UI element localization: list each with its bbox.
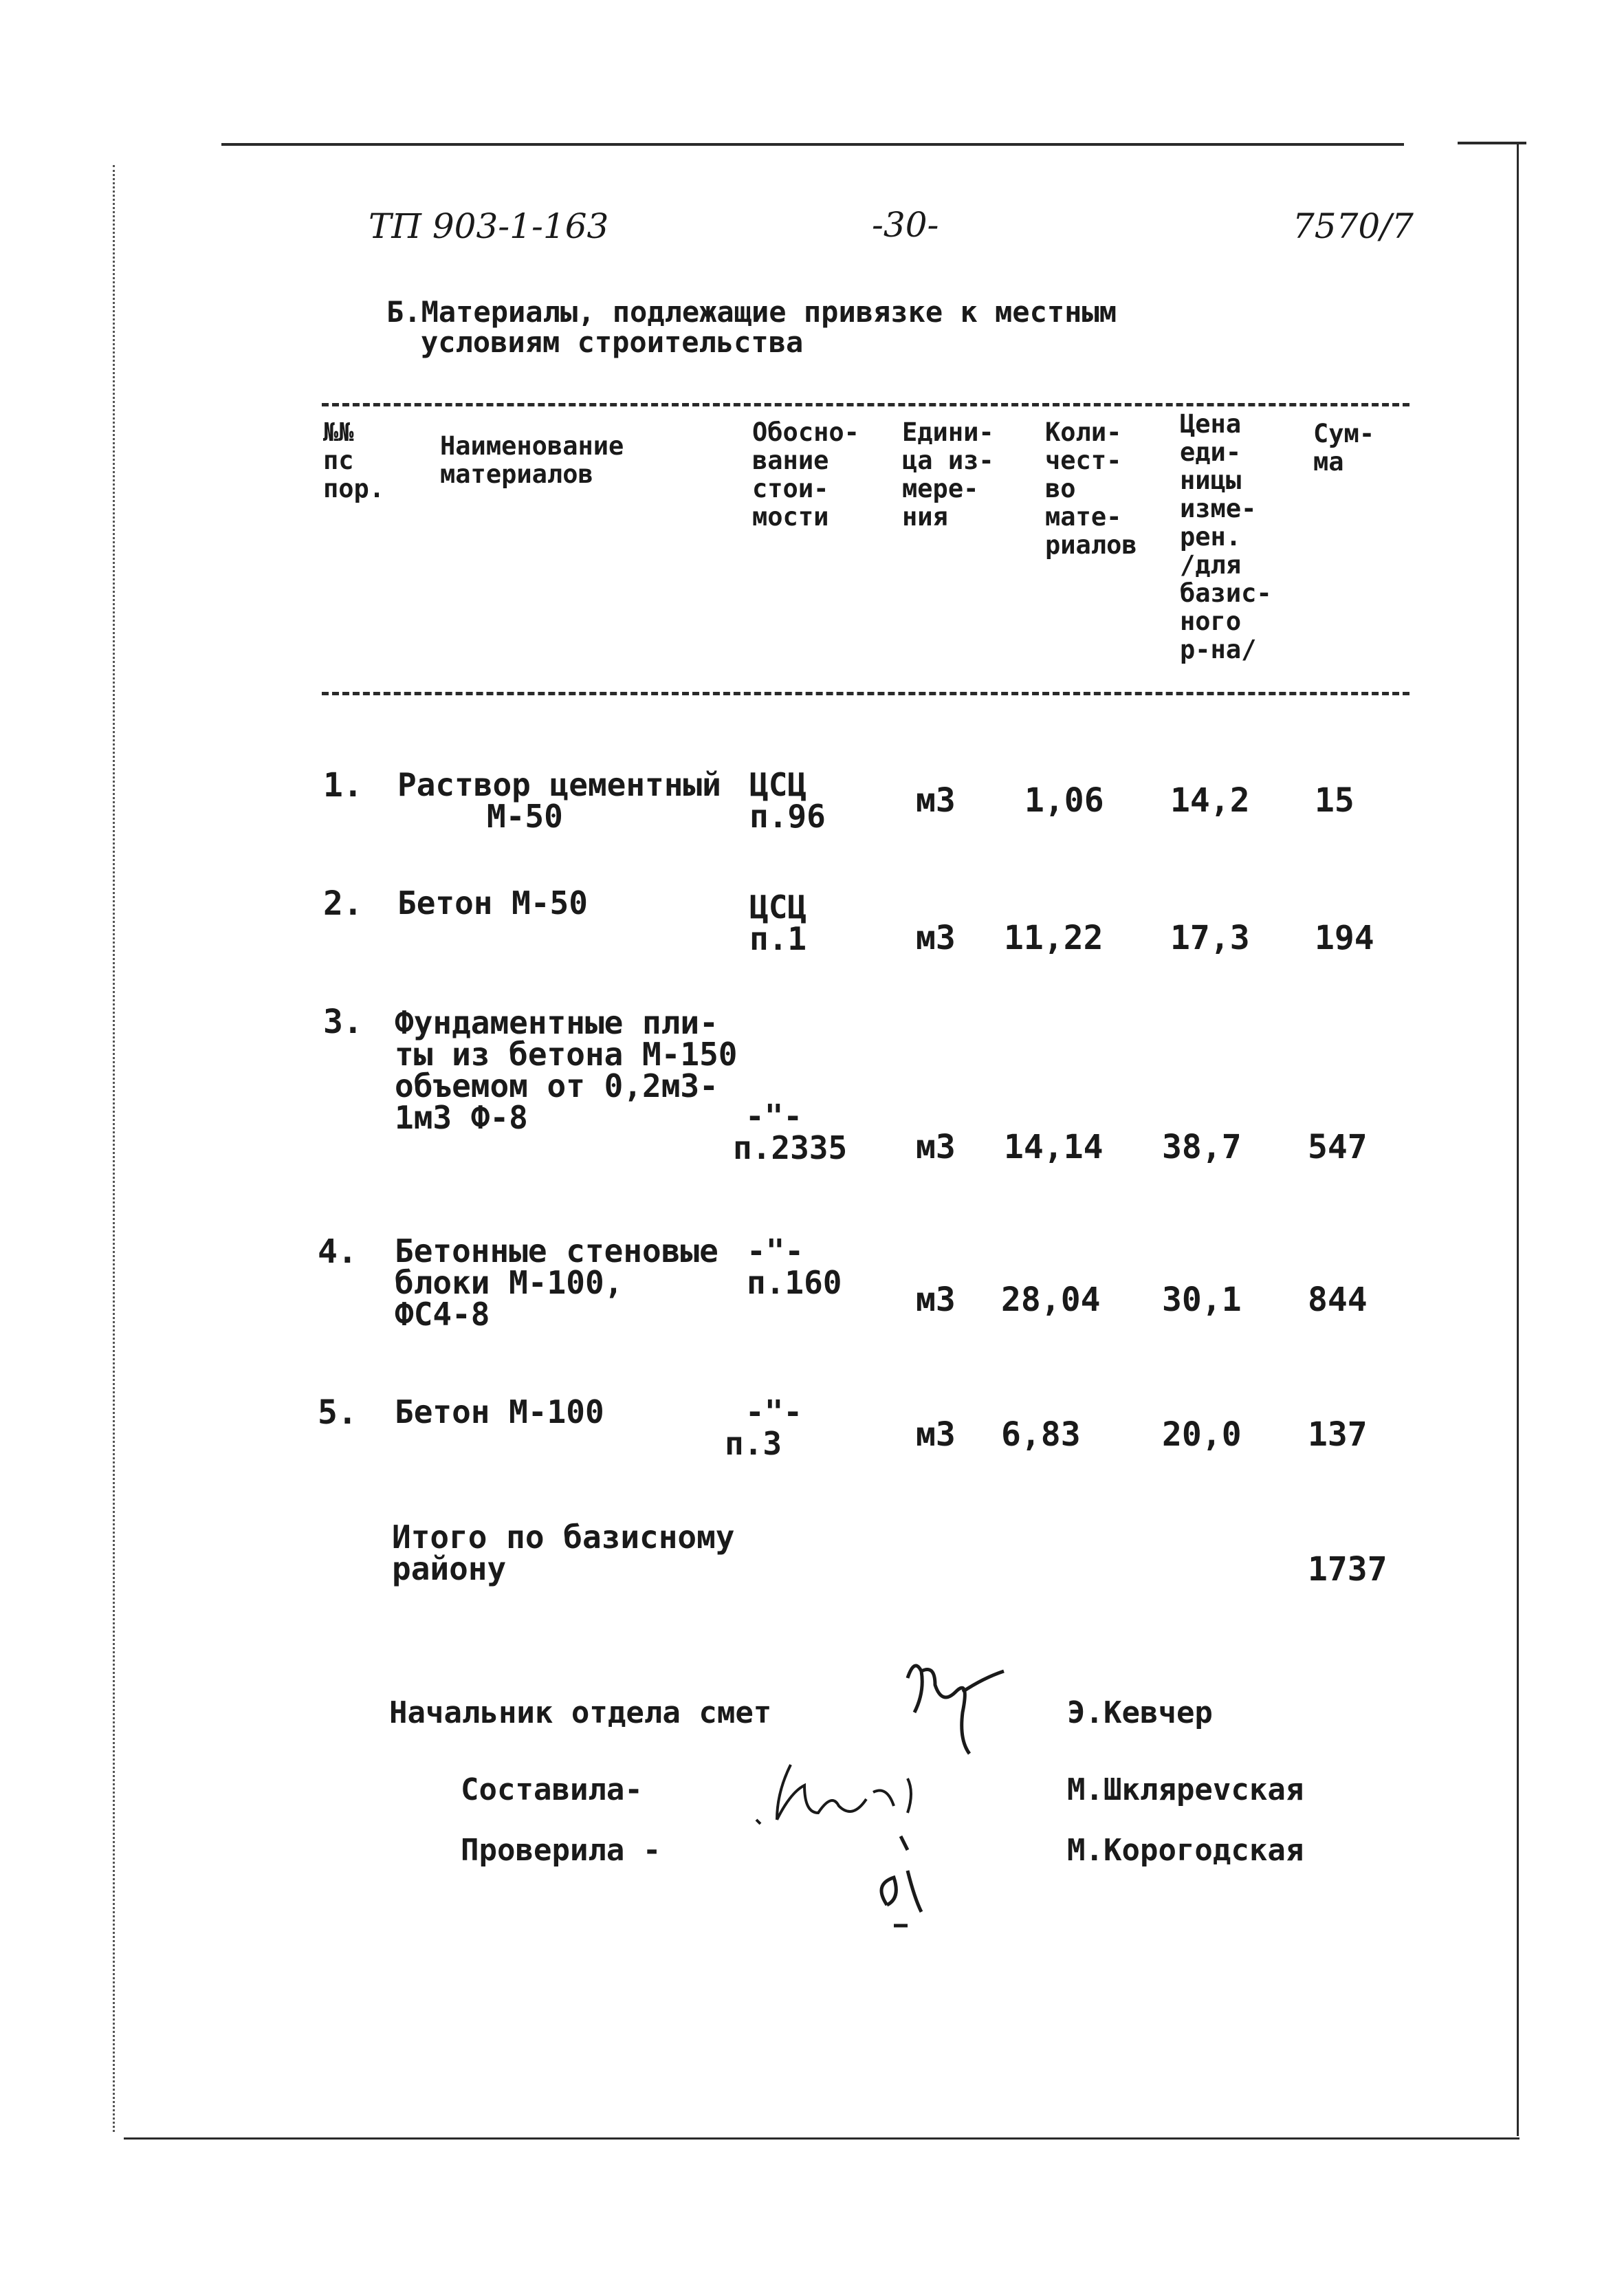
total-label: Итого по базисному району [392,1519,735,1587]
top-border-right [1458,142,1526,144]
left-edge-dots [113,165,115,2132]
section-title-line2: условиям строительства [421,325,804,359]
col-header-num: №№ пс пор. [323,417,385,503]
row-4-unit: м3 [916,1281,956,1319]
row-2-sum: 194 [1315,919,1374,957]
row-5-basis: -"- п.3 [725,1393,803,1462]
row-3-unit: м3 [916,1128,956,1166]
table-header-top-rule [322,403,1409,406]
row-1-sum: 15 [1315,781,1354,820]
col-header-sum: Сум- ма [1313,419,1375,477]
col-header-name: Наименование материалов [440,431,624,489]
row-2-price: 17,3 [1170,919,1250,957]
row-5-qty: 6,83 [1001,1415,1081,1454]
row-1-num: 1. [323,766,363,805]
row-5-unit: м3 [916,1415,956,1454]
row-4-num: 4. [318,1232,358,1271]
signature-role-checked: Проверила - [461,1833,661,1868]
row-2-qty: 11,22 [1004,919,1104,957]
handwritten-signature-compiled [749,1744,928,1833]
row-3-name: Фундаментные пли- ты из бетона М-150 объемом от 0,2м3- 1м3 Ф-8 [395,1004,738,1136]
row-2-num: 2. [323,884,363,923]
doc-code: ТП 903-1-163 [369,206,609,246]
row-1-unit: м3 [916,781,956,820]
col-header-unit: Едини- ца из- мере- ния [902,417,994,532]
row-2-basis: ЦСЦ п.1 [749,889,807,957]
row-1-qty: 1,06 [1024,781,1104,820]
row-1-price: 14,2 [1170,781,1250,820]
row-1-basis: ЦСЦ п.96 [749,766,826,835]
row-5-name: Бетон М-100 [395,1393,604,1430]
col-header-qty: Коли- чест- во мате- риалов [1045,417,1137,560]
row-3-price: 38,7 [1162,1128,1242,1166]
right-border [1517,142,1519,2136]
col-header-basis: Обосно- вание стои- мости [752,417,859,532]
signature-role-compiled: Составила- [461,1772,643,1807]
row-5-sum: 137 [1308,1415,1368,1454]
row-4-name: Бетонные стеновые блоки М-100, ФС4-8 [395,1232,718,1333]
signature-role-head: Начальник отдела смет [389,1695,772,1730]
row-4-sum: 844 [1308,1281,1368,1319]
handwritten-signature-checked [853,1822,963,1933]
row-3-qty: 14,14 [1004,1128,1104,1166]
sheet-ref: 7570/7 [1293,206,1414,246]
signature-name-checked: М.Корогодская [1067,1833,1304,1868]
row-1-name: Раствор цементный М-50 [397,766,721,835]
row-5-price: 20,0 [1162,1415,1242,1454]
row-2-name: Бетон М-50 [397,884,588,922]
row-4-qty: 28,04 [1001,1281,1101,1319]
top-border [221,143,1404,146]
row-3-sum: 547 [1308,1128,1368,1166]
bottom-border [124,2137,1519,2140]
page-number: -30- [872,205,939,245]
row-5-num: 5. [318,1393,358,1432]
signature-name-compiled: М.Шклярevская [1067,1772,1304,1807]
row-4-price: 30,1 [1162,1281,1242,1319]
row-3-basis: -"- п.2335 [733,1098,848,1166]
row-3-num: 3. [323,1003,363,1041]
signature-name-head: Э.Кевчер [1067,1695,1213,1730]
col-header-price: Цена еди- ницы изме- рен. /для базис- ного р-на/ [1180,409,1272,664]
total-value: 1737 [1308,1550,1387,1589]
section-title-line1: Б.Материалы, подлежащие привязке к местным [386,295,1117,329]
table-header-bottom-rule [322,692,1409,695]
row-2-unit: м3 [916,919,956,957]
row-4-basis: -"- п.160 [747,1232,842,1301]
